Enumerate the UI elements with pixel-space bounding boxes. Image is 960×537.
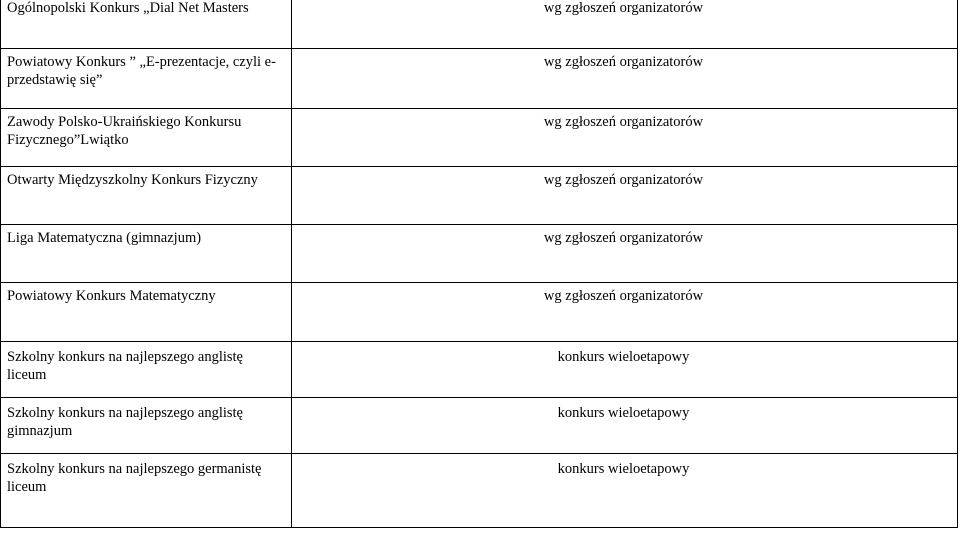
- competition-name: Ogólnopolski Konkurs „Dial Net Masters: [7, 0, 249, 16]
- competition-note: wg zgłoszeń organizatorów: [543, 54, 704, 70]
- competition-note-cell: [292, 342, 958, 398]
- competition-name-cell: [1, 225, 292, 283]
- competition-note: konkurs wieloetapowy: [557, 405, 690, 421]
- competition-note-cell: [292, 454, 958, 528]
- competition-name: Szkolny konkurs na najlepszego anglistę gimnazjum: [7, 405, 247, 439]
- competition-note-cell: [292, 167, 958, 225]
- table-row: [1, 398, 958, 454]
- competition-note: wg zgłoszeń organizatorów: [543, 172, 704, 188]
- competition-name: Otwarty Międzyszkolny Konkurs Fizyczny: [7, 172, 258, 188]
- competition-name-cell: [1, 454, 292, 528]
- competition-note-cell: [292, 398, 958, 454]
- table-row: [1, 0, 958, 49]
- competition-note-cell: [292, 225, 958, 283]
- competition-name-cell: [1, 167, 292, 225]
- competition-note-cell: [292, 49, 958, 109]
- competition-note: konkurs wieloetapowy: [557, 349, 690, 365]
- table-row: [1, 454, 958, 528]
- table-row: [1, 225, 958, 283]
- competition-name: Powiatowy Konkurs Matematyczny: [7, 288, 216, 304]
- table-row: [1, 109, 958, 167]
- competition-note-cell: [292, 0, 958, 49]
- competition-name-cell: [1, 109, 292, 167]
- competition-name-cell: [1, 398, 292, 454]
- competition-note: wg zgłoszeń organizatorów: [543, 288, 704, 304]
- competition-name: Szkolny konkurs na najlepszego germanistę liceum: [7, 461, 266, 495]
- competition-note: wg zgłoszeń organizatorów: [543, 0, 704, 16]
- competition-name: Powiatowy Konkurs ” „E-prezentacje, czyli e-przedstawię się”: [7, 54, 276, 88]
- competition-name-cell: [1, 49, 292, 109]
- competition-note: wg zgłoszeń organizatorów: [543, 114, 704, 130]
- competition-name: Zawody Polsko-Ukraińskiego Konkursu Fizycznego”Lwiątko: [7, 114, 246, 148]
- competition-note-cell: [292, 109, 958, 167]
- competition-name-cell: [1, 0, 292, 49]
- table-row: [1, 342, 958, 398]
- competition-name-cell: [1, 283, 292, 342]
- competition-name-cell: [1, 342, 292, 398]
- competition-name: Szkolny konkurs na najlepszego anglistę liceum: [7, 349, 247, 383]
- table-row: [1, 49, 958, 109]
- competition-note: wg zgłoszeń organizatorów: [543, 230, 704, 246]
- table-row: [1, 167, 958, 225]
- competition-note-cell: [292, 283, 958, 342]
- table-row: [1, 283, 958, 342]
- competition-name: Liga Matematyczna (gimnazjum): [7, 230, 202, 246]
- competition-note: konkurs wieloetapowy: [557, 461, 690, 477]
